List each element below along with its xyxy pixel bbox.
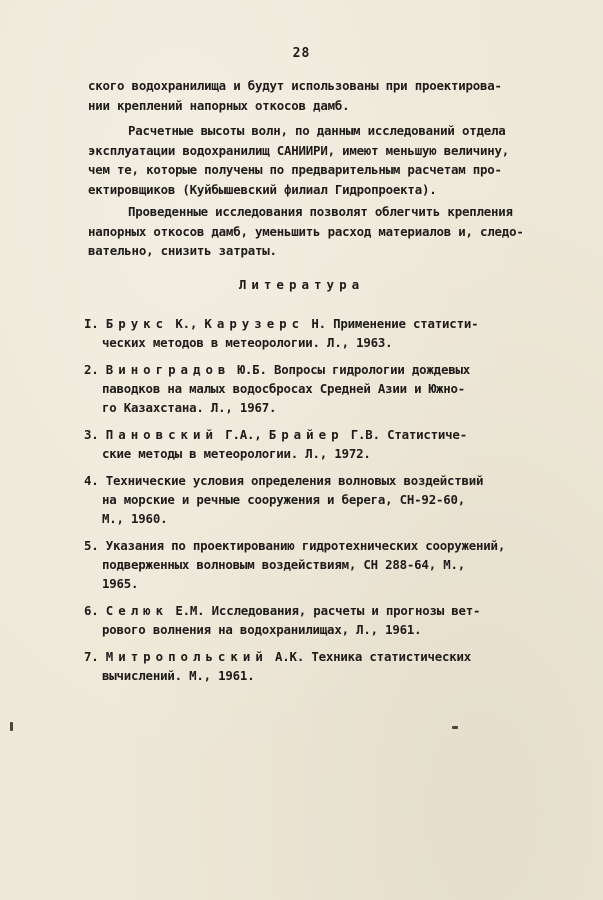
reference-continuation-line: го Казахстана. Л., 1967.: [102, 400, 277, 415]
paragraph-3: [88, 202, 568, 261]
reference-number: 3.: [84, 427, 99, 442]
reference-first-line: [84, 601, 574, 620]
text-line: напорных откосов дамб, уменьшить расход материалов и, следо-: [88, 223, 524, 239]
heading-text: Литература: [238, 277, 365, 292]
reference-continuation-line: на морские и речные сооружения и берега, СН-92-60,: [102, 492, 465, 507]
reference-first-line: [84, 471, 574, 490]
reference-author: Пановский: [105, 427, 218, 442]
reference-item: [84, 360, 574, 417]
reference-item: [84, 471, 574, 528]
reference-number: 2.: [84, 362, 99, 377]
reference-continuation-line: вычислений. М., 1961.: [102, 668, 255, 683]
reference-text: Н. Применение статисти-: [304, 316, 479, 331]
reference-text: Г.В. Статистиче-: [343, 427, 467, 442]
text-line: Проведенные исследования позволят облегчить крепления: [128, 204, 513, 219]
reference-text: Е.М. Исследования, расчеты и прогнозы вет-: [168, 603, 481, 618]
reference-number: 6.: [84, 603, 99, 618]
reference-item: [84, 425, 574, 463]
text-line: вательно, снизить затраты.: [88, 243, 277, 258]
scan-artifact-mark: [452, 726, 458, 729]
reference-continuation-line: рового волнения на водохранилищах, Л., 1961.: [102, 622, 422, 637]
reference-text: К.,: [168, 316, 205, 331]
reference-continuation-line: ские методы в метеорологии. Л., 1972.: [102, 446, 371, 461]
reference-coauthor: Карузерс: [204, 316, 305, 331]
reference-first-line: [84, 647, 574, 666]
scan-artifact-mark: [10, 722, 13, 731]
reference-author: Митропольский: [105, 649, 268, 664]
reference-continuation-line: М., 1960.: [102, 511, 168, 526]
text-line: Расчетные высоты волн, по данным исследований отдела: [128, 123, 506, 138]
text-line: ского водохранилища и будут использованы при проектирова-: [88, 78, 502, 93]
reference-number: 7.: [84, 649, 99, 664]
reference-continuation-line: паводков на малых водосбросах Средней Азии и Южно-: [102, 381, 465, 396]
reference-first-line: [84, 314, 574, 333]
reference-item: [84, 536, 574, 593]
paragraph-2: [88, 121, 568, 199]
reference-first-line: [84, 360, 574, 379]
reference-text: Указания по проектированию гидротехнических сооружений,: [98, 538, 506, 553]
reference-author: Виноградов: [105, 362, 231, 377]
references-heading: [0, 277, 603, 292]
reference-number: 5.: [84, 538, 99, 553]
reference-item: [84, 647, 574, 685]
reference-number: 4.: [84, 473, 99, 488]
text-line: нии креплений напорных откосов дамб.: [88, 97, 350, 113]
reference-item: [84, 601, 574, 639]
reference-text: А.К. Техника статистических: [267, 649, 472, 664]
reference-author: Брукс: [105, 316, 169, 331]
reference-first-line: [84, 425, 574, 444]
references-list: [84, 314, 574, 693]
reference-text: Г.А.,: [217, 427, 269, 442]
reference-text: Технические условия определения волновых воздействий: [98, 473, 484, 488]
reference-text: Ю.Б. Вопросы гидрологии дождевых: [230, 362, 470, 377]
reference-continuation-line: подверженных волновым воздействиям, СН 288-64, М.,: [102, 557, 465, 572]
reference-continuation-line: 1965.: [102, 576, 139, 591]
reference-continuation-line: ческих методов в метеорологии. Л., 1963.: [102, 335, 393, 350]
paragraph-1: [88, 76, 568, 115]
reference-author: Селюк: [105, 603, 169, 618]
reference-coauthor: Брайер: [268, 427, 344, 442]
reference-item: [84, 314, 574, 352]
text-line: ектировщиков (Куйбышевский филиал Гидропроекта).: [88, 181, 437, 197]
reference-number: I.: [84, 316, 99, 331]
reference-first-line: [84, 536, 574, 555]
text-line: чем те, которые получены по предварительным расчетам про-: [88, 162, 502, 177]
text-line: эксплуатации водохранилищ САНИИРИ, имеют меньшую величину,: [88, 142, 510, 158]
page-number: 28: [292, 46, 311, 61]
